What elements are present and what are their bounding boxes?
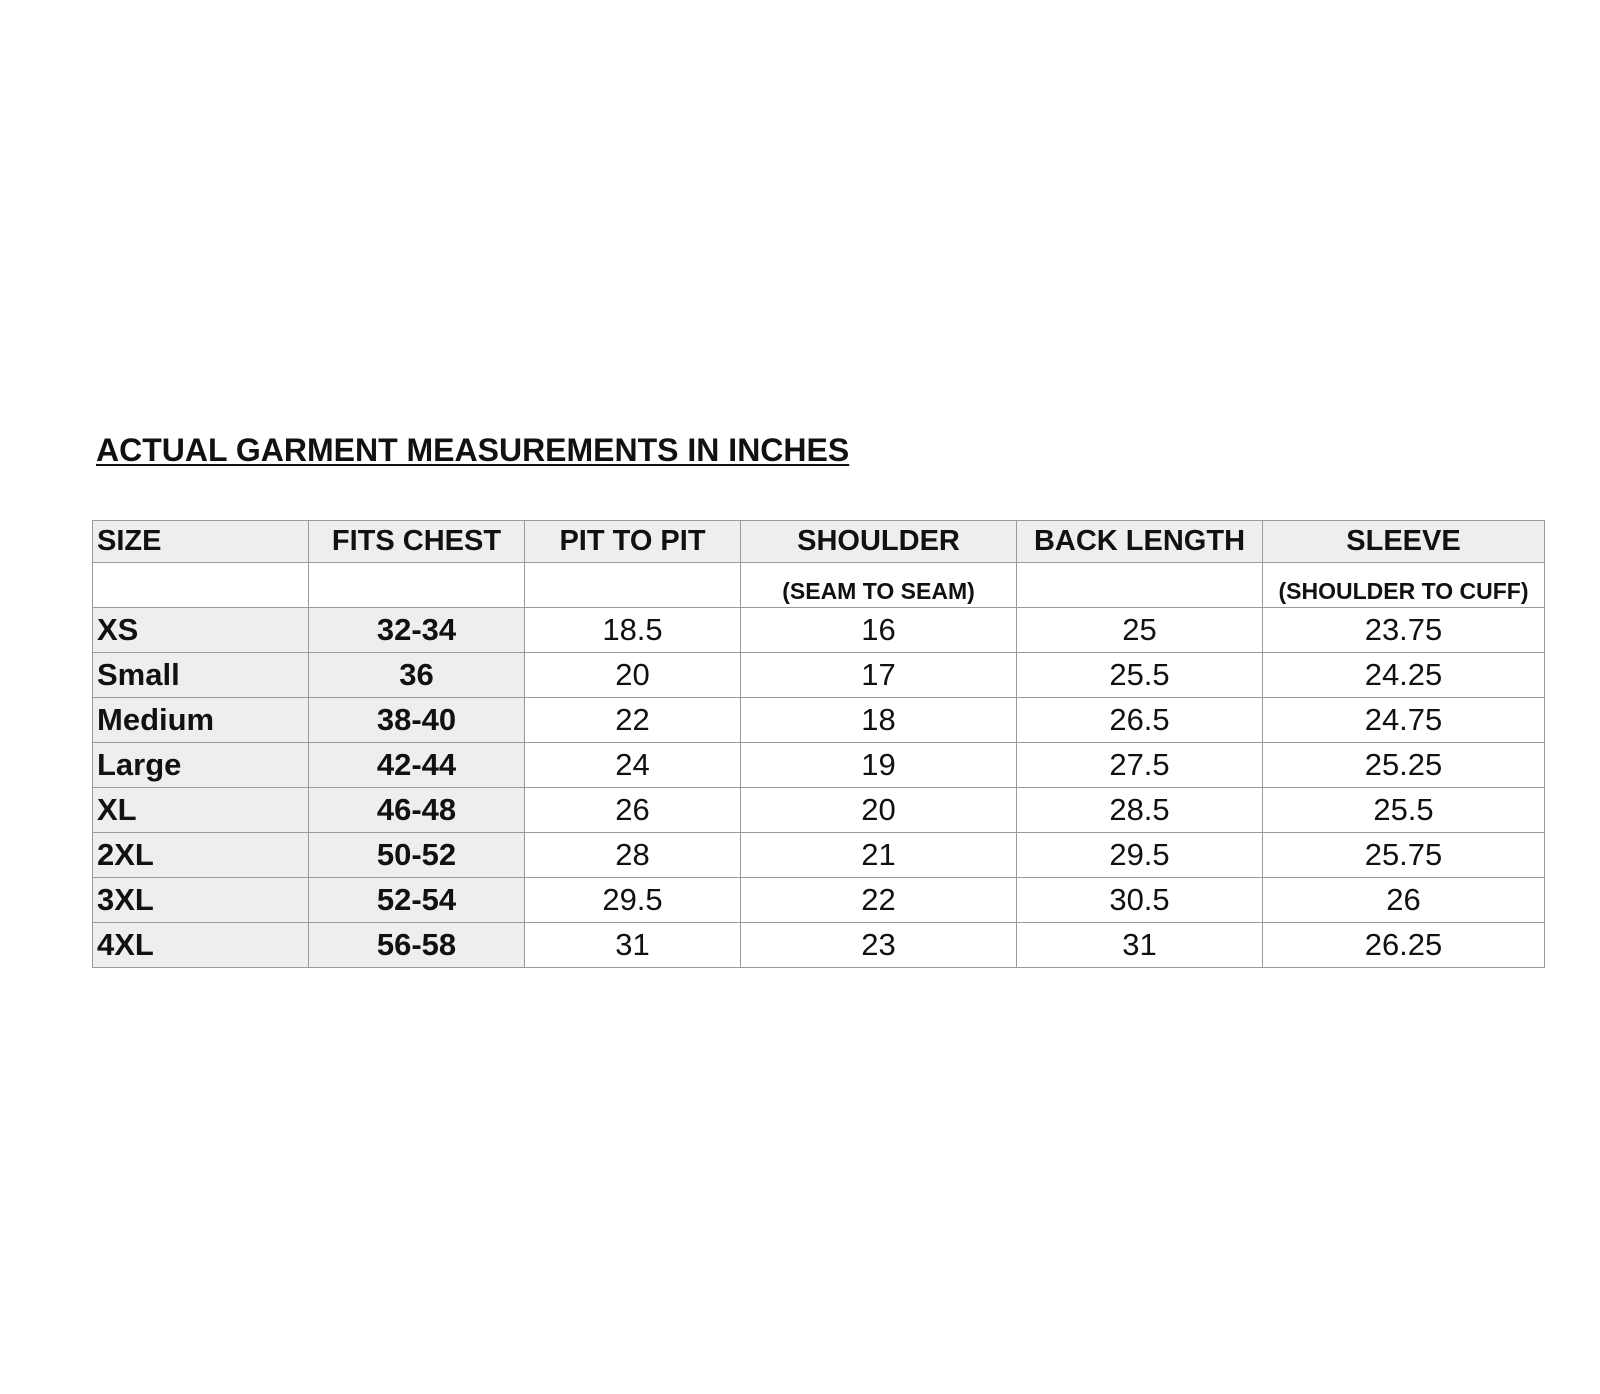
- pit-to-pit-cell: 26: [525, 788, 741, 833]
- pit-to-pit-cell: 29.5: [525, 878, 741, 923]
- shoulder-cell: 22: [741, 878, 1017, 923]
- subheader-size: [93, 563, 309, 608]
- fits-chest-cell: 52-54: [309, 878, 525, 923]
- sleeve-cell: 25.75: [1263, 833, 1545, 878]
- back-length-cell: 25: [1017, 608, 1263, 653]
- column-header-fits-chest: FITS CHEST: [309, 521, 525, 563]
- table-row: [93, 698, 1545, 743]
- sleeve-cell: 25.25: [1263, 743, 1545, 788]
- size-cell: Medium: [93, 698, 309, 743]
- table-row: [93, 923, 1545, 968]
- fits-chest-cell: 42-44: [309, 743, 525, 788]
- pit-to-pit-cell: 22: [525, 698, 741, 743]
- sleeve-cell: 23.75: [1263, 608, 1545, 653]
- fits-chest-cell: 32-34: [309, 608, 525, 653]
- size-cell: 2XL: [93, 833, 309, 878]
- back-length-cell: 25.5: [1017, 653, 1263, 698]
- back-length-cell: 29.5: [1017, 833, 1263, 878]
- table-row: [93, 878, 1545, 923]
- table-row: [93, 608, 1545, 653]
- pit-to-pit-cell: 31: [525, 923, 741, 968]
- back-length-cell: 27.5: [1017, 743, 1263, 788]
- column-header-back-length: BACK LENGTH: [1017, 521, 1263, 563]
- fits-chest-cell: 38-40: [309, 698, 525, 743]
- pit-to-pit-cell: 28: [525, 833, 741, 878]
- pit-to-pit-cell: 18.5: [525, 608, 741, 653]
- size-cell: XL: [93, 788, 309, 833]
- page-title: ACTUAL GARMENT MEASUREMENTS IN INCHES: [96, 432, 850, 468]
- table-row: [93, 788, 1545, 833]
- subheader-sleeve: (SHOULDER TO CUFF): [1263, 563, 1545, 608]
- sleeve-cell: 24.75: [1263, 698, 1545, 743]
- shoulder-cell: 19: [741, 743, 1017, 788]
- shoulder-cell: 20: [741, 788, 1017, 833]
- subheader-fits-chest: [309, 563, 525, 608]
- pit-to-pit-cell: 20: [525, 653, 741, 698]
- size-cell: 3XL: [93, 878, 309, 923]
- table-row: [93, 743, 1545, 788]
- shoulder-cell: 21: [741, 833, 1017, 878]
- back-length-cell: 31: [1017, 923, 1263, 968]
- subheader-pit-to-pit: [525, 563, 741, 608]
- shoulder-cell: 17: [741, 653, 1017, 698]
- back-length-cell: 28.5: [1017, 788, 1263, 833]
- back-length-cell: 30.5: [1017, 878, 1263, 923]
- sleeve-cell: 25.5: [1263, 788, 1545, 833]
- subheader-row: [93, 563, 1545, 608]
- back-length-cell: 26.5: [1017, 698, 1263, 743]
- table-row: [93, 653, 1545, 698]
- pit-to-pit-cell: 24: [525, 743, 741, 788]
- column-header-pit-to-pit: PIT TO PIT: [525, 521, 741, 563]
- column-header-shoulder: SHOULDER: [741, 521, 1017, 563]
- size-chart-table: [92, 520, 1545, 968]
- size-cell: XS: [93, 608, 309, 653]
- sleeve-cell: 24.25: [1263, 653, 1545, 698]
- column-header-sleeve: SLEEVE: [1263, 521, 1545, 563]
- subheader-back-length: [1017, 563, 1263, 608]
- shoulder-cell: 16: [741, 608, 1017, 653]
- shoulder-cell: 23: [741, 923, 1017, 968]
- size-cell: Small: [93, 653, 309, 698]
- table-row: [93, 833, 1545, 878]
- sleeve-cell: 26: [1263, 878, 1545, 923]
- subheader-shoulder: (SEAM TO SEAM): [741, 563, 1017, 608]
- sleeve-cell: 26.25: [1263, 923, 1545, 968]
- fits-chest-cell: 36: [309, 653, 525, 698]
- size-cell: 4XL: [93, 923, 309, 968]
- shoulder-cell: 18: [741, 698, 1017, 743]
- fits-chest-cell: 50-52: [309, 833, 525, 878]
- fits-chest-cell: 46-48: [309, 788, 525, 833]
- column-header-size: SIZE: [93, 521, 309, 563]
- fits-chest-cell: 56-58: [309, 923, 525, 968]
- header-row: [93, 521, 1545, 563]
- size-cell: Large: [93, 743, 309, 788]
